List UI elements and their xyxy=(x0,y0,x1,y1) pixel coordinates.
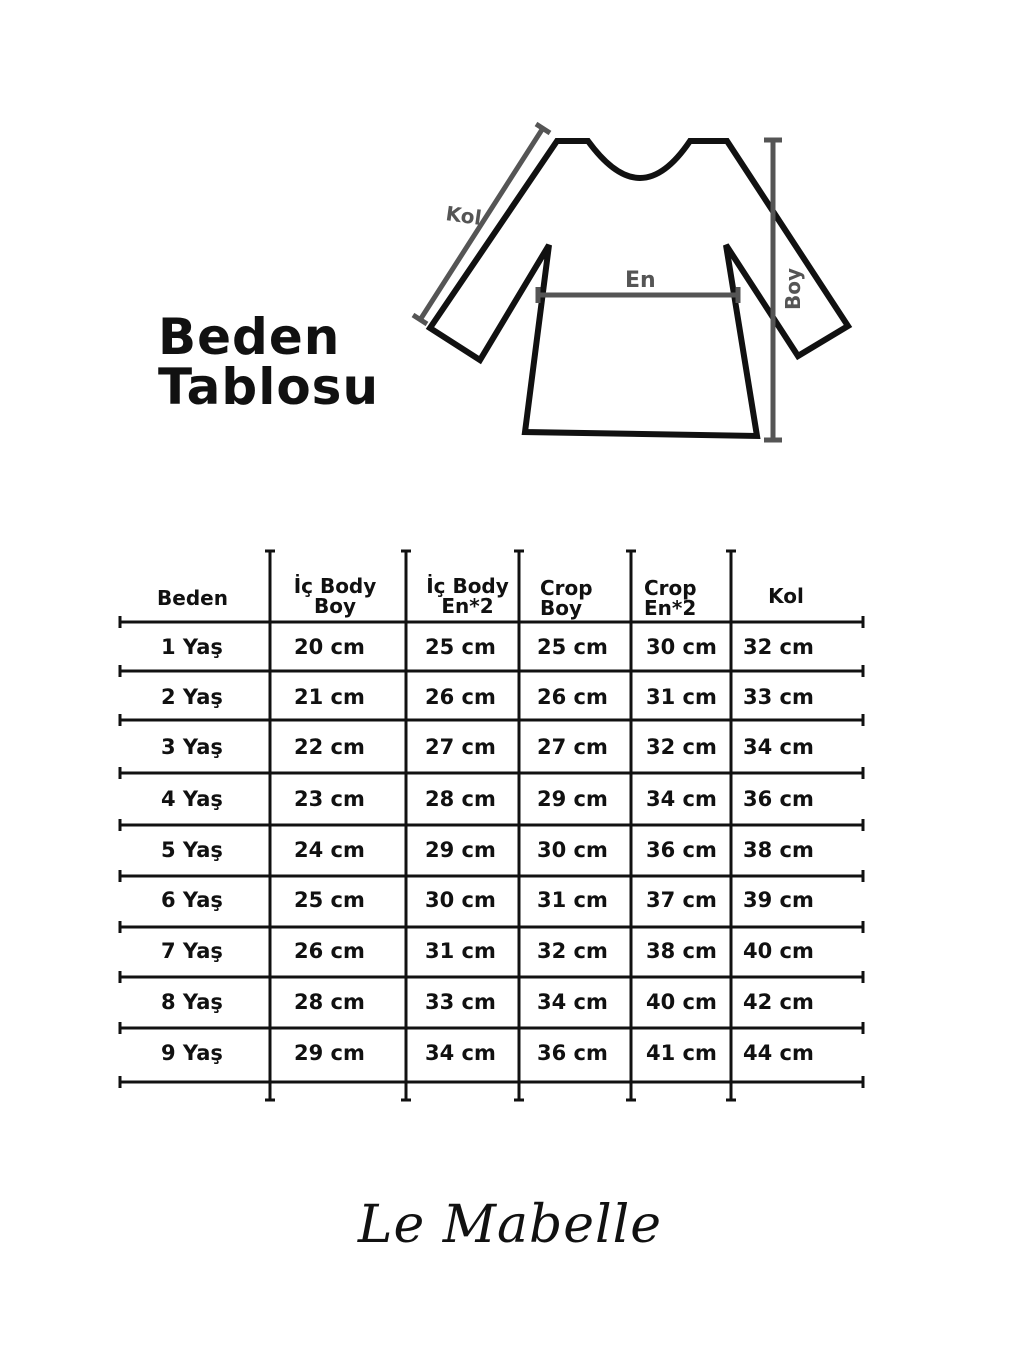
measurement-cell: 33 cm xyxy=(743,685,814,709)
measurement-cell: 42 cm xyxy=(743,990,814,1014)
measurement-cell: 25 cm xyxy=(294,888,365,912)
header-ic-body-boy: İç Body Boy xyxy=(293,574,377,618)
measurement-cell: 44 cm xyxy=(743,1041,814,1065)
measurement-cell: 38 cm xyxy=(743,838,814,862)
measurement-cell: 26 cm xyxy=(537,685,608,709)
size-label-cell: 8 Yaş xyxy=(161,990,223,1014)
length-label: Boy xyxy=(781,267,805,310)
measurement-cell: 41 cm xyxy=(646,1041,717,1065)
measurement-cell: 25 cm xyxy=(425,635,496,659)
measurement-cell: 26 cm xyxy=(425,685,496,709)
measurement-cell: 27 cm xyxy=(537,735,608,759)
measurement-cell: 32 cm xyxy=(743,635,814,659)
width-label: En xyxy=(625,268,656,293)
size-label-cell: 4 Yaş xyxy=(161,787,223,811)
measurement-cell: 34 cm xyxy=(425,1041,496,1065)
measurement-cell: 36 cm xyxy=(743,787,814,811)
size-label-cell: 6 Yaş xyxy=(161,888,223,912)
measurement-cell: 29 cm xyxy=(425,838,496,862)
measurement-cell: 33 cm xyxy=(425,990,496,1014)
measurement-cell: 40 cm xyxy=(743,939,814,963)
size-label-cell: 2 Yaş xyxy=(161,685,223,709)
measurement-cell: 36 cm xyxy=(646,838,717,862)
measurement-cell: 31 cm xyxy=(537,888,608,912)
measurement-cell: 20 cm xyxy=(294,635,365,659)
size-label-cell: 3 Yaş xyxy=(161,735,223,759)
measurement-cell: 34 cm xyxy=(537,990,608,1014)
size-label-cell: 1 Yaş xyxy=(161,635,223,659)
measurement-cell: 31 cm xyxy=(646,685,717,709)
size-label-cell: 9 Yaş xyxy=(161,1041,223,1065)
measurement-cell: 27 cm xyxy=(425,735,496,759)
measurement-cell: 30 cm xyxy=(646,635,717,659)
measurement-cell: 39 cm xyxy=(743,888,814,912)
header-kol: Kol xyxy=(768,584,804,608)
measurement-cell: 40 cm xyxy=(646,990,717,1014)
measurement-cell: 29 cm xyxy=(294,1041,365,1065)
measurement-cell: 29 cm xyxy=(537,787,608,811)
measurement-cell: 26 cm xyxy=(294,939,365,963)
measurement-cell: 36 cm xyxy=(537,1041,608,1065)
size-label-cell: 5 Yaş xyxy=(161,838,223,862)
measurement-cell: 34 cm xyxy=(743,735,814,759)
measurement-cell: 31 cm xyxy=(425,939,496,963)
measurement-cell: 28 cm xyxy=(294,990,365,1014)
measurement-cell: 32 cm xyxy=(537,939,608,963)
measurement-cell: 22 cm xyxy=(294,735,365,759)
measurement-cell: 30 cm xyxy=(537,838,608,862)
measurement-cell: 32 cm xyxy=(646,735,717,759)
measurement-cell: 24 cm xyxy=(294,838,365,862)
header-crop-boy: Crop Boy xyxy=(540,576,593,620)
size-label-cell: 7 Yaş xyxy=(161,939,223,963)
measurement-cell: 37 cm xyxy=(646,888,717,912)
measurement-cell: 34 cm xyxy=(646,787,717,811)
measurement-cell: 21 cm xyxy=(294,685,365,709)
measurement-cell: 28 cm xyxy=(425,787,496,811)
measurement-cell: 38 cm xyxy=(646,939,717,963)
header-beden: Beden xyxy=(157,586,228,610)
sleeve-label: Kol xyxy=(444,201,484,230)
header-crop-en: Crop En*2 xyxy=(644,576,697,620)
measurement-cell: 23 cm xyxy=(294,787,365,811)
measurement-cell: 25 cm xyxy=(537,635,608,659)
header-ic-body-en: İç Body En*2 xyxy=(426,574,509,618)
brand-logo: Le Mabelle xyxy=(357,1195,663,1255)
title-line-1: Beden xyxy=(158,308,341,366)
measurement-cell: 30 cm xyxy=(425,888,496,912)
title-line-2: Tablosu xyxy=(158,358,380,416)
